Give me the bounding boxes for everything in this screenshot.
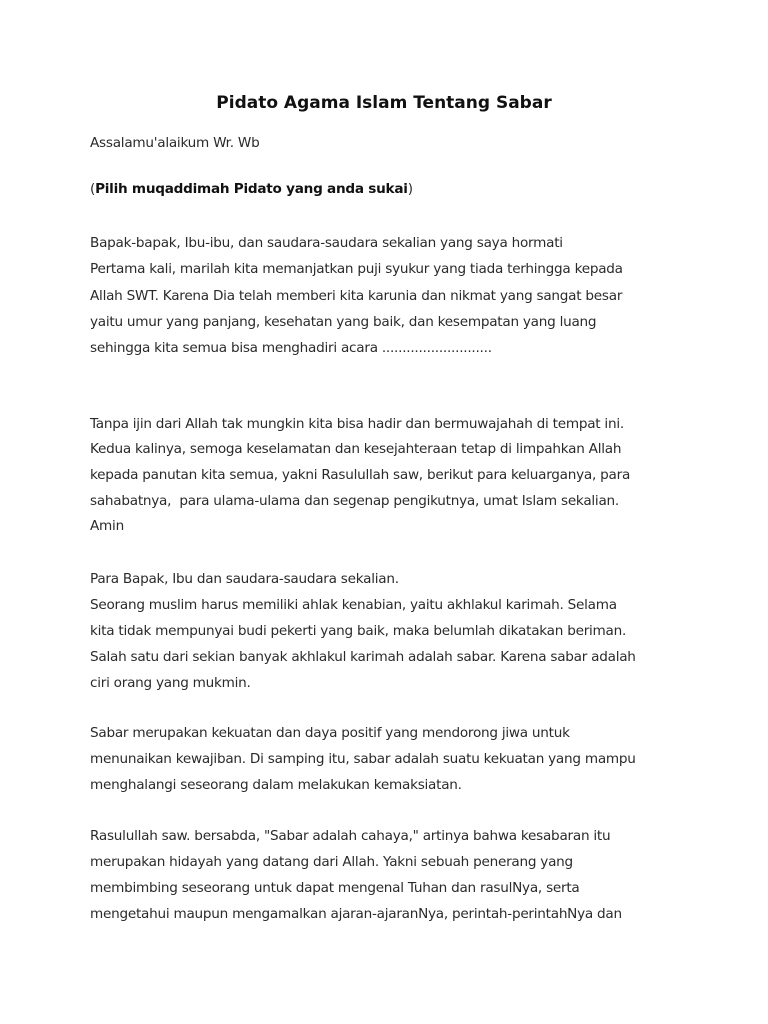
paragraph-line: Allah SWT. Karena Dia telah memberi kita karunia dan nikmat yang sangat besar xyxy=(90,288,623,304)
paragraph-line: sehingga kita semua bisa menghadiri acara ........................... xyxy=(90,340,492,356)
document-title: Pidato Agama Islam Tentang Sabar xyxy=(216,93,552,113)
note-open: ( xyxy=(90,181,96,197)
paragraph-line: Tanpa ijin dari Allah tak mungkin kita bisa hadir dan bermuwajahah di tempat ini. xyxy=(90,416,624,432)
paragraph-line: menghalangi seseorang dalam melakukan kemaksiatan. xyxy=(90,777,462,793)
note-bold-text: Pilih muqaddimah Pidato yang anda sukai xyxy=(95,181,408,197)
paragraph-line: Rasulullah saw. bersabda, "Sabar adalah cahaya," artinya bahwa kesabaran itu xyxy=(90,828,611,844)
paragraph-line: Seorang muslim harus memiliki ahlak kenabian, yaitu akhlakul karimah. Selama xyxy=(90,597,617,613)
paragraph-line: Bapak-bapak, Ibu-ibu, dan saudara-saudara sekalian yang saya hormati xyxy=(90,235,563,251)
paragraph-line: Pertama kali, marilah kita memanjatkan puji syukur yang tiada terhingga kepada xyxy=(90,261,623,277)
paragraph-line: yaitu umur yang panjang, kesehatan yang baik, dan kesempatan yang luang xyxy=(90,314,597,330)
paragraph-line: merupakan hidayah yang datang dari Allah. Yakni sebuah penerang yang xyxy=(90,854,573,870)
paragraph-line: Para Bapak, Ibu dan saudara-saudara sekalian. xyxy=(90,571,399,587)
paragraph-line: Amin xyxy=(90,518,124,534)
greeting: Assalamu'alaikum Wr. Wb xyxy=(90,135,260,151)
paragraph-line: sahabatnya, para ulama-ulama dan segenap pengikutnya, umat Islam sekalian. xyxy=(90,493,619,509)
paragraph-line: kepada panutan kita semua, yakni Rasulullah saw, berikut para keluarganya, para xyxy=(90,467,631,483)
paragraph-line: menunaikan kewajiban. Di samping itu, sabar adalah suatu kekuatan yang mampu xyxy=(90,751,636,767)
paragraph-line: mengetahui maupun mengamalkan ajaran-ajaranNya, perintah-perintahNya dan xyxy=(90,906,622,922)
paragraph-line: kita tidak mempunyai budi pekerti yang baik, maka belumlah dikatakan beriman. xyxy=(90,623,627,639)
muqaddimah-note xyxy=(90,180,413,198)
paragraph-line: membimbing seseorang untuk dapat mengenal Tuhan dan rasulNya, serta xyxy=(90,880,580,896)
paragraph-line: ciri orang yang mukmin. xyxy=(90,675,251,691)
paragraph-line: Kedua kalinya, semoga keselamatan dan kesejahteraan tetap di limpahkan Allah xyxy=(90,441,622,457)
paragraph-line: Sabar merupakan kekuatan dan daya positif yang mendorong jiwa untuk xyxy=(90,725,570,741)
paragraph-line: Salah satu dari sekian banyak akhlakul karimah adalah sabar. Karena sabar adalah xyxy=(90,649,636,665)
note-close: ) xyxy=(407,181,413,197)
